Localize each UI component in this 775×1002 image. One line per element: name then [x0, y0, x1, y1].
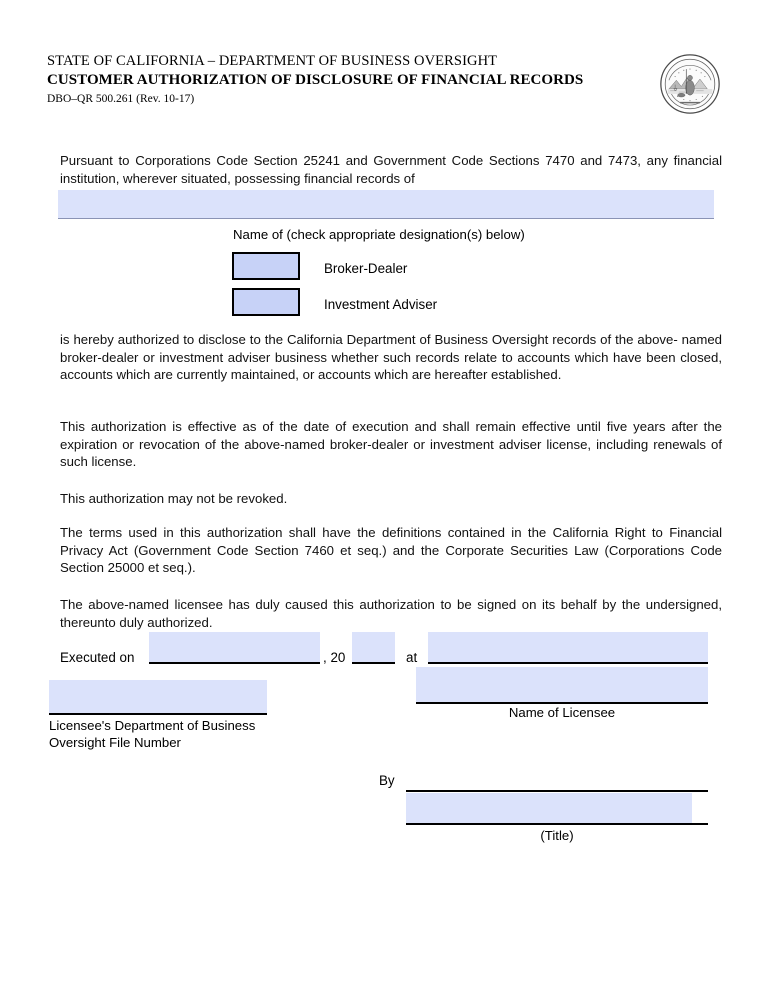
- at-label: at: [406, 650, 418, 665]
- checkbox-broker-dealer[interactable]: [232, 252, 300, 280]
- title-field[interactable]: [406, 793, 692, 823]
- paragraph-signature-intro: The above-named licensee has duly caused this authorization to be signed on its behalf by the undersigned, thereunto duly authorized.: [60, 597, 722, 630]
- checkbox-investment-adviser[interactable]: [232, 288, 300, 316]
- executed-on-label: Executed on: [60, 650, 135, 665]
- paragraph-effective: This authorization is effective as of the date of execution and shall remain effective until five years after the expiration or revocation of the above-named broker-dealer or investment adviser license, including renewals of such license.: [60, 419, 722, 470]
- paragraph-revocable: This authorization may not be revoked.: [60, 491, 288, 506]
- by-label: By: [379, 773, 395, 788]
- paragraph-disclosure: is hereby authorized to disclose to the California Department of Business Oversight records of the above- named broker-dealer or investment adviser business whether such records relate to accounts which have been closed, accounts which are currently maintained, or accounts which are hereafter established.: [60, 332, 722, 383]
- file-number-field[interactable]: [49, 680, 267, 715]
- executed-place-field[interactable]: [428, 632, 708, 664]
- licensee-name-field[interactable]: [416, 667, 708, 704]
- paragraph-terms: The terms used in this authorization shall have the definitions contained in the California Right to Financial Privacy Act (Government Code Section 7460 et seq.) and the Corporate Securities Law (Corporations Code Section 25000 et seq.).: [60, 525, 722, 576]
- california-state-seal-icon: [659, 53, 721, 115]
- signature-rule: [406, 790, 708, 792]
- label-investment-adviser: Investment Adviser: [324, 297, 438, 312]
- title-rule: [406, 823, 708, 825]
- label-broker-dealer: Broker-Dealer: [324, 261, 408, 276]
- year-prefix-label: , 20: [323, 650, 346, 665]
- institution-name-field[interactable]: [58, 190, 714, 219]
- caption-title: (Title): [540, 828, 574, 843]
- designation-caption: Name of (check appropriate designation(s) below): [233, 227, 525, 242]
- form-number: DBO–QR 500.261 (Rev. 10-17): [47, 92, 195, 105]
- document-header: [47, 52, 647, 105]
- caption-name-of-licensee: Name of Licensee: [508, 705, 616, 720]
- document-title: CUSTOMER AUTHORIZATION OF DISCLOSURE OF FINANCIAL RECORDS: [47, 72, 584, 89]
- agency-line: STATE OF CALIFORNIA – DEPARTMENT OF BUSINESS OVERSIGHT: [47, 53, 498, 69]
- executed-date-field[interactable]: [149, 632, 320, 664]
- caption-file-number: Licensee's Department of Business Oversight File Number: [49, 718, 256, 750]
- executed-year-field[interactable]: [352, 632, 395, 664]
- paragraph-intro: Pursuant to Corporations Code Section 25241 and Government Code Sections 7470 and 7473, any financial institution, wherever situated, possessing financial records of: [60, 153, 722, 186]
